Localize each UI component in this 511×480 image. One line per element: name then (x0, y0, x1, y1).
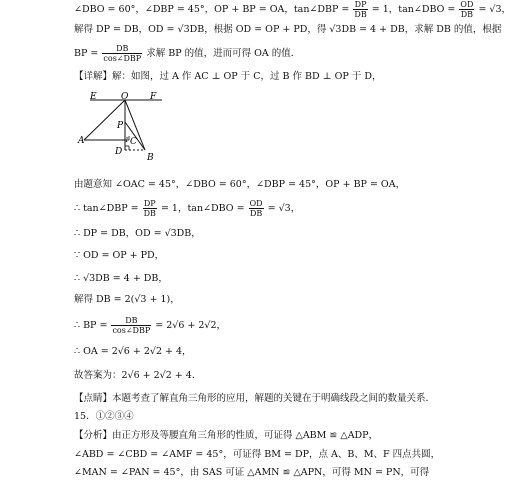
line-3: BP = $\frac{DB}{\text{cos∠DBP}}$ 求解 BP 的值，进而可得 OA 的值． (74, 44, 301, 63)
line-13: 故答案为：2√6 + 2√2 + 4． (74, 370, 202, 381)
line-1: ∠DBO = 60°，∠DBP = 45°，OP + BP = OA，tan∠DBP = $\frac{DP}{DB}$ = 1，tan∠DBO = $\frac{OD}{DB}$ = √3， (74, 0, 511, 19)
label-c: C (130, 137, 137, 147)
label-f: F (150, 92, 157, 102)
line-11: ∴ BP = $\frac{DB}{\text{cos∠DBP}}$ = 2√6 + 2√2， (74, 316, 227, 335)
label-p: P (117, 121, 124, 131)
line-8: ∵ OD = OP + PD， (74, 250, 165, 261)
label-d: D (115, 147, 123, 157)
line-9: ∴ √3DB = 4 + DB， (74, 273, 168, 284)
label-one: 1 (125, 137, 129, 144)
geometry-figure (78, 92, 178, 164)
line-12: ∴ OA = 2√6 + 2√2 + 4， (74, 346, 192, 357)
line-7: ∴ DP = DB，OD = √3DB， (74, 228, 201, 239)
line-5: 由题意知 ∠OAC = 45°，∠DBO = 60°，∠DBP = 45°，OP + BP = OA， (74, 179, 406, 190)
line-2: 解得 DP = DB，OD = √3DB，根据 OD = OP + PD，得 √3DB = 4 + DB，求解 DB 的值，根据 (74, 24, 502, 35)
fraction-db-cos-2: $\frac{DB}{\text{cos∠DBP}}$ (112, 316, 151, 335)
line-15: 15．①②③④ (74, 411, 134, 422)
label-a: A (78, 136, 85, 146)
label-e: E (90, 92, 97, 102)
line-14: 【点睛】本题考查了解直角三角形的应用，解题的关键在于明确线段之间的数量关系． (74, 393, 436, 404)
label-o: O (121, 92, 129, 102)
label-b: B (147, 153, 154, 163)
line-6: ∴ tan∠DBP = $\frac{DP}{DB}$ = 1，tan∠DBO = $\frac{OD}{DB}$ = √3， (74, 199, 301, 218)
line-16: 【分析】由正方形及等腰直角三角形的性质，可证得 △ABM ≌ △ADP， (74, 430, 379, 441)
fraction-od-db-2: $\frac{OD}{DB}$ (249, 199, 263, 218)
line-10: 解得 DB = 2(√3 + 1)， (74, 294, 180, 305)
fraction-db-cos: $\frac{DB}{\text{cos∠DBP}}$ (103, 44, 142, 63)
line-17: ∠ABD = ∠CBD = ∠AMF = 45°，可证得 BM = DP，点 A、B、M、F 四点共圆， (74, 449, 441, 460)
fraction-dp-db: $\frac{DP}{DB}$ (354, 0, 367, 19)
fraction-dp-db-2: $\frac{DP}{DB}$ (143, 199, 156, 218)
line-18: ∠MAN = ∠PAN = 45°，由 SAS 可证 △AMN ≌ △APN，可得 MN = PN，可得 (74, 467, 430, 478)
fraction-od-db: $\frac{OD}{DB}$ (460, 0, 474, 19)
line-4: 【详解】解：如图，过 A 作 AC ⊥ OP 于 C，过 B 作 BD ⊥ OP 于 D， (74, 71, 382, 82)
